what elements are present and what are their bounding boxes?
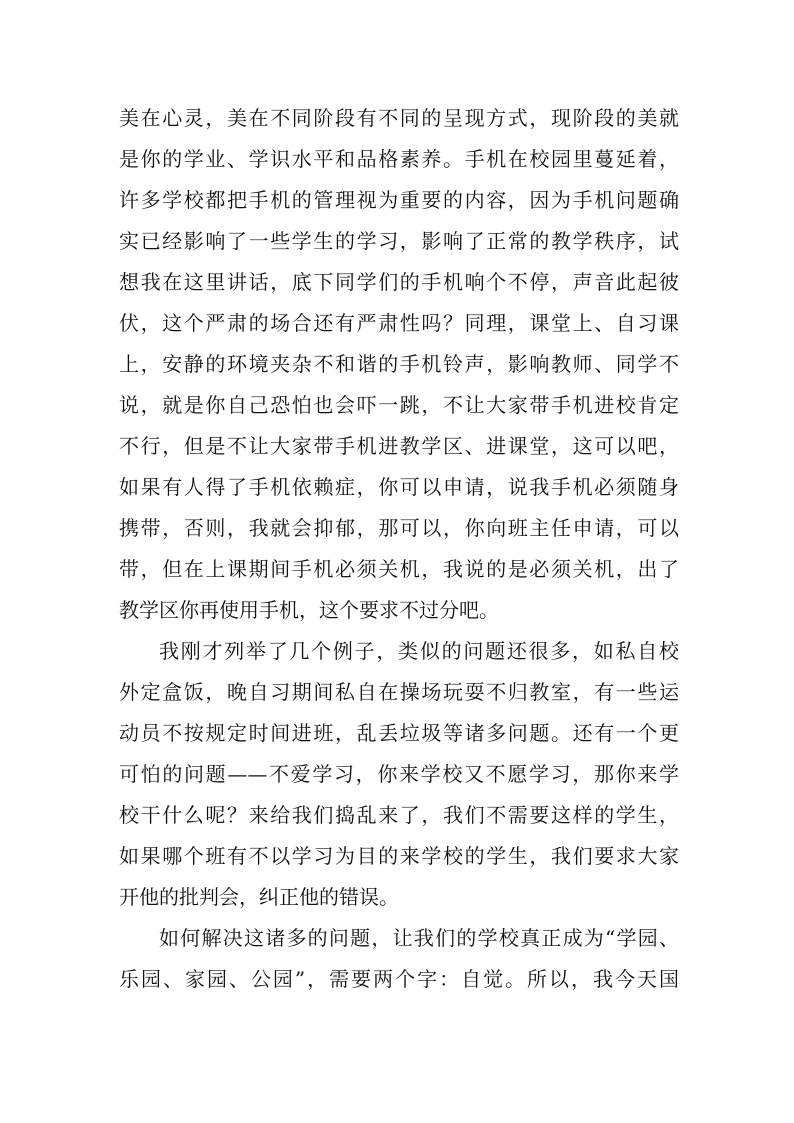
paragraph: [119, 98, 679, 631]
paragraph: [119, 918, 679, 1000]
text-line: 动员不按规定时间进班，乱丢垃圾等诸多问题。还有一个更: [119, 721, 679, 745]
text-line: 不行，但是不让大家带手机进教学区、进课堂，这可以吧，: [119, 434, 679, 458]
text-line: 说，就是你自己恐怕也会吓一跳，不让大家带手机进校肯定: [119, 393, 679, 417]
text-line: 上，安静的环境夹杂不和谐的手机铃声，影响教师、同学不: [119, 352, 679, 376]
text-line: 如果有人得了手机依赖症，你可以申请，说我手机必须随身: [119, 475, 679, 499]
text-line: 许多学校都把手机的管理视为重要的内容，因为手机问题确: [119, 188, 679, 212]
text-line: 可怕的问题——不爱学习，你来学校又不愿学习，那你来学: [119, 762, 679, 786]
text-line: 实已经影响了一些学生的学习，影响了正常的教学秩序，试: [119, 229, 679, 253]
text-line: 如何解决这诸多的问题，让我们的学校真正成为“学园、: [159, 926, 679, 950]
text-line: 如果哪个班有不以学习为目的来学校的学生，我们要求大家: [119, 844, 679, 868]
text-line: 想我在这里讲话，底下同学们的手机响个不停，声音此起彼: [119, 270, 679, 294]
document-body: [119, 98, 679, 1000]
text-line: 美在心灵，美在不同阶段有不同的呈现方式，现阶段的美就: [119, 106, 679, 130]
text-line: 开他的批判会，纠正他的错误。: [119, 885, 399, 909]
text-line: 带，但在上课期间手机必须关机，我说的是必须关机，出了: [119, 557, 679, 581]
text-line: 乐园、家园、公园”，需要两个字：自觉。所以，我今天国: [119, 967, 679, 991]
text-line: 校干什么呢？来给我们捣乱来了，我们不需要这样的学生，: [119, 803, 679, 827]
text-line: 外定盒饭，晚自习期间私自在操场玩耍不归教室，有一些运: [119, 680, 679, 704]
text-line: 伏，这个严肃的场合还有严肃性吗？同理，课堂上、自习课: [119, 311, 679, 335]
text-line: 是你的学业、学识水平和品格素养。手机在校园里蔓延着，: [119, 147, 679, 171]
text-line: 我刚才列举了几个例子，类似的问题还很多，如私自校: [159, 639, 679, 663]
text-line: 教学区你再使用手机，这个要求不过分吧。: [119, 598, 499, 622]
paragraph: [119, 631, 679, 918]
text-line: 携带，否则，我就会抑郁，那可以，你向班主任申请，可以: [119, 516, 679, 540]
